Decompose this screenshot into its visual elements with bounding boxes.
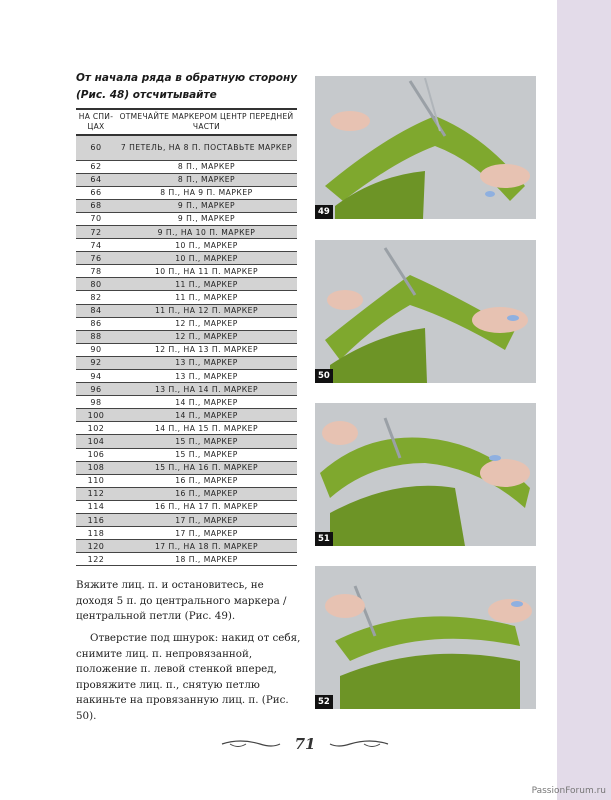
intro-text <box>76 70 306 104</box>
table-row <box>76 265 297 278</box>
table-row <box>76 474 297 487</box>
stitch-count-cell: 74 <box>76 239 116 252</box>
table-row <box>76 186 297 199</box>
stitch-count-cell: 120 <box>76 540 116 553</box>
knitting-photo <box>315 566 536 709</box>
table-row <box>76 291 297 304</box>
table-row <box>76 553 297 566</box>
marker-instruction-cell: 11 П., МАРКЕР <box>116 278 297 291</box>
stitch-count-cell: 86 <box>76 317 116 330</box>
marker-instruction-cell: 14 П., МАРКЕР <box>116 409 297 422</box>
marker-instruction-cell: 14 П., МАРКЕР <box>116 396 297 409</box>
marker-instruction-cell: 17 П., МАРКЕР <box>116 514 297 527</box>
stitch-count-cell: 110 <box>76 474 116 487</box>
table-row <box>76 383 297 396</box>
marker-instruction-cell: 11 П., МАРКЕР <box>116 291 297 304</box>
stitch-count-cell: 102 <box>76 422 116 435</box>
table-row <box>76 356 297 369</box>
marker-instruction-cell: 9 П., МАРКЕР <box>116 199 297 212</box>
stitch-count-cell: 66 <box>76 186 116 199</box>
table-row <box>76 527 297 540</box>
table-row <box>76 135 297 160</box>
knitting-photo <box>315 403 536 546</box>
stitch-count-cell: 112 <box>76 487 116 500</box>
table-row <box>76 448 297 461</box>
knitting-photo <box>315 240 536 383</box>
paragraph-1: Вяжите лиц. п. и остановитесь, не доходя 5 п. до центрального маркера / центральной петли (Рис. 49). <box>76 579 287 622</box>
stitch-count-cell: 82 <box>76 291 116 304</box>
marker-instruction-cell: 16 П., МАРКЕР <box>116 487 297 500</box>
page-number: 71 <box>294 735 316 753</box>
table-row <box>76 540 297 553</box>
marker-instruction-cell: 15 П., НА 16 П. МАРКЕР <box>116 461 297 474</box>
stitch-count-cell: 96 <box>76 383 116 396</box>
table-row <box>76 212 297 225</box>
stitch-count-cell: 116 <box>76 514 116 527</box>
header-marker-instruction: ОТМЕЧАЙТЕ МАРКЕРОМ ЦЕНТР ПЕРЕДНЕЙ ЧАСТИ <box>116 109 297 135</box>
stitch-count-cell: 60 <box>76 135 116 160</box>
marker-instruction-cell: 16 П., НА 17 П. МАРКЕР <box>116 500 297 513</box>
marker-instruction-cell: 9 П., МАРКЕР <box>116 212 297 225</box>
marker-instruction-cell: 7 ПЕТЕЛЬ, НА 8 П. ПОСТАВЬТЕ МАРКЕР <box>116 135 297 160</box>
table-row <box>76 487 297 500</box>
stitch-count-cell: 108 <box>76 461 116 474</box>
knitting-photo <box>315 76 536 219</box>
table-row <box>76 409 297 422</box>
figure-photo-52 <box>315 566 536 709</box>
marker-instruction-cell: 11 П., НА 12 П. МАРКЕР <box>116 304 297 317</box>
figure-photo-49 <box>315 76 536 219</box>
page-footer <box>220 735 390 755</box>
marker-instruction-cell: 15 П., МАРКЕР <box>116 448 297 461</box>
marker-instruction-cell: 12 П., МАРКЕР <box>116 330 297 343</box>
watermark: PassionForum.ru <box>531 786 606 796</box>
left-ornament-icon <box>220 737 282 751</box>
stitch-count-cell: 114 <box>76 500 116 513</box>
marker-instruction-cell: 15 П., МАРКЕР <box>116 435 297 448</box>
table-row <box>76 160 297 173</box>
table-row <box>76 239 297 252</box>
stitch-count-cell: 94 <box>76 370 116 383</box>
stitch-count-cell: 88 <box>76 330 116 343</box>
table-body <box>76 135 297 566</box>
figure-photo-51 <box>315 403 536 546</box>
table-row <box>76 330 297 343</box>
table-row <box>76 173 297 186</box>
marker-instruction-cell: 13 П., МАРКЕР <box>116 370 297 383</box>
table-row <box>76 461 297 474</box>
marker-instruction-cell: 12 П., НА 13 П. МАРКЕР <box>116 343 297 356</box>
stitch-count-cell: 68 <box>76 199 116 212</box>
stitch-count-cell: 90 <box>76 343 116 356</box>
marker-instruction-cell: 9 П., НА 10 П. МАРКЕР <box>116 225 297 238</box>
stitch-count-cell: 84 <box>76 304 116 317</box>
figure-label-50: 50 <box>315 369 333 383</box>
table-row <box>76 343 297 356</box>
stitch-count-cell: 104 <box>76 435 116 448</box>
marker-instruction-cell: 17 П., МАРКЕР <box>116 527 297 540</box>
stitch-count-cell: 92 <box>76 356 116 369</box>
marker-table <box>76 108 297 566</box>
stitch-count-cell: 106 <box>76 448 116 461</box>
marker-instruction-cell: 16 П., МАРКЕР <box>116 474 297 487</box>
marker-instruction-cell: 8 П., МАРКЕР <box>116 173 297 186</box>
side-color-band <box>557 0 611 800</box>
table-row <box>76 225 297 238</box>
table-row <box>76 370 297 383</box>
figure-label-51: 51 <box>315 532 333 546</box>
table-row <box>76 317 297 330</box>
paragraph-2: Отверстие под шнурок: накид от себя, снимите лиц. п. непровязанной, положение п. левой стенкой вперед, провяжите лиц. п., снятую петлю накиньте на провязанную лиц. п. (Рис. 50). <box>76 632 301 722</box>
stitch-count-cell: 64 <box>76 173 116 186</box>
stitch-count-cell: 118 <box>76 527 116 540</box>
marker-instruction-cell: 17 П., НА 18 П. МАРКЕР <box>116 540 297 553</box>
stitch-count-cell: 98 <box>76 396 116 409</box>
figure-label-49: 49 <box>315 205 333 219</box>
stitch-count-cell: 80 <box>76 278 116 291</box>
table-row <box>76 199 297 212</box>
stitch-count-cell: 76 <box>76 252 116 265</box>
marker-instruction-cell: 8 П., НА 9 П. МАРКЕР <box>116 186 297 199</box>
marker-instruction-cell: 8 П., МАРКЕР <box>116 160 297 173</box>
intro-line-1: От начала ряда в обратную сторону <box>76 72 298 84</box>
stitch-count-cell: 100 <box>76 409 116 422</box>
table-row <box>76 304 297 317</box>
table-header <box>76 109 297 135</box>
stitch-count-cell: 62 <box>76 160 116 173</box>
stitch-count-cell: 78 <box>76 265 116 278</box>
table-row <box>76 278 297 291</box>
figure-label-52: 52 <box>315 695 333 709</box>
marker-instruction-cell: 12 П., МАРКЕР <box>116 317 297 330</box>
right-ornament-icon <box>328 737 390 751</box>
table-row <box>76 252 297 265</box>
marker-instruction-cell: 18 П., МАРКЕР <box>116 553 297 566</box>
table-row <box>76 396 297 409</box>
stitch-count-cell: 122 <box>76 553 116 566</box>
stitch-count-cell: 70 <box>76 212 116 225</box>
header-stitch-count: НА СПИ- ЦАХ <box>76 109 116 135</box>
marker-instruction-cell: 13 П., МАРКЕР <box>116 356 297 369</box>
marker-instruction-cell: 13 П., НА 14 П. МАРКЕР <box>116 383 297 396</box>
stitch-count-cell: 72 <box>76 225 116 238</box>
marker-instruction-cell: 10 П., НА 11 П. МАРКЕР <box>116 265 297 278</box>
table-row <box>76 500 297 513</box>
marker-instruction-cell: 14 П., НА 15 П. МАРКЕР <box>116 422 297 435</box>
table-row <box>76 422 297 435</box>
marker-instruction-cell: 10 П., МАРКЕР <box>116 239 297 252</box>
figure-photo-50 <box>315 240 536 383</box>
table-row <box>76 435 297 448</box>
intro-line-2: (Рис. 48) отсчитывайте <box>76 89 217 101</box>
table-row <box>76 514 297 527</box>
marker-instruction-cell: 10 П., МАРКЕР <box>116 252 297 265</box>
